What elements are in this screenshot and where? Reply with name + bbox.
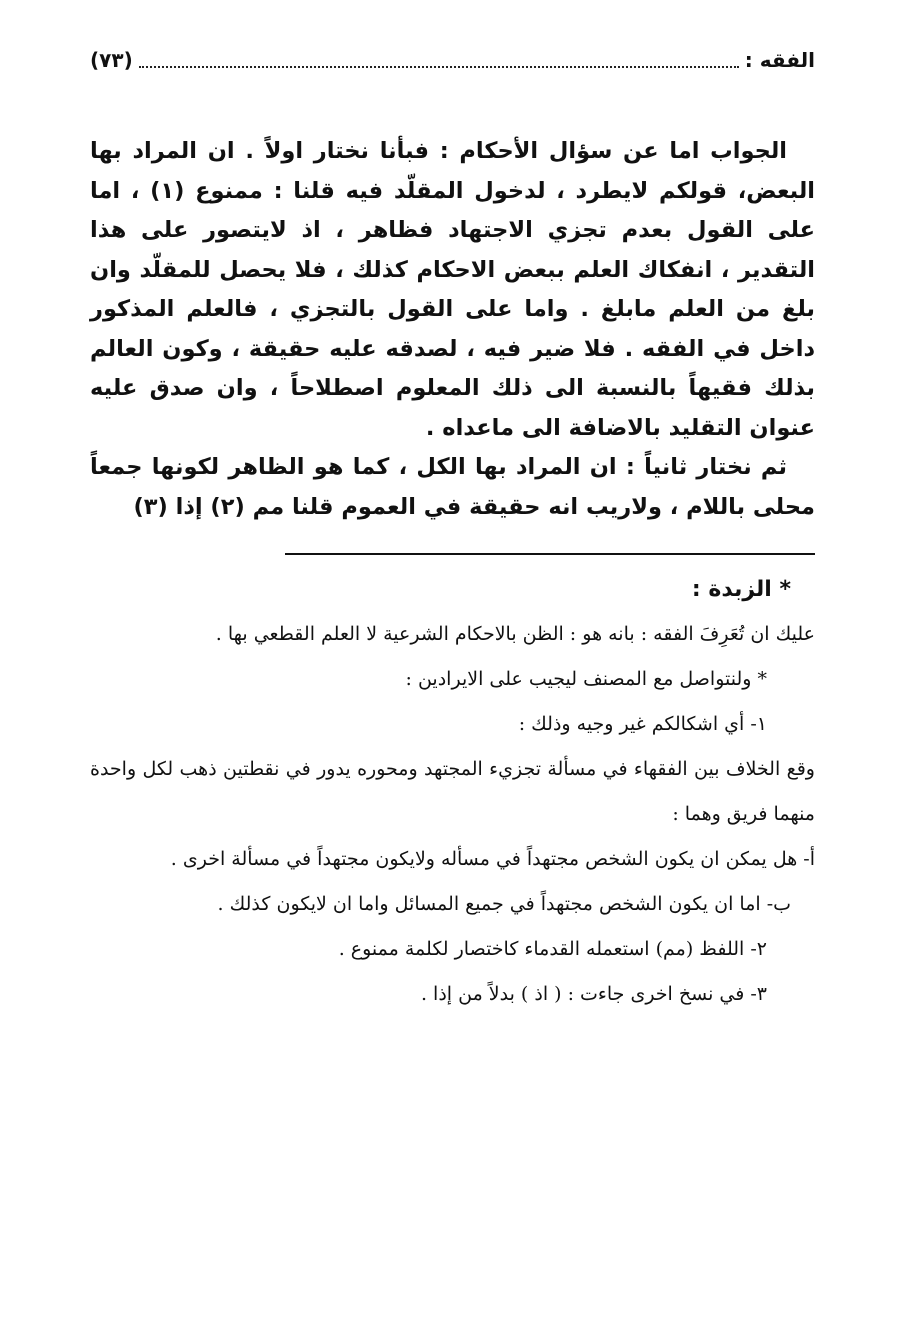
continue-line: * ولنتواصل مع المصنف ليجيب على الايرادين : xyxy=(405,668,767,690)
zubda-text: عليك ان تُعَرِفَ الفقه : بانه هو : الظن بالاحكام الشرعية لا العلم القطعي بها . xyxy=(215,623,815,645)
note1-point-a: أ- هل يمكن ان يكون الشخص مجتهداً في مسأله ولايكون مجتهداً في مسألة اخرى . xyxy=(170,848,815,870)
footnotes xyxy=(90,567,815,1017)
header-title: الفقه : xyxy=(744,48,815,72)
book-page xyxy=(90,40,815,1017)
footnote-divider xyxy=(285,553,815,555)
note1-heading: ١- أي اشكالكم غير وجيه وذلك : xyxy=(518,713,767,735)
page-number: (٧٣) xyxy=(90,48,133,72)
main-text xyxy=(90,132,815,527)
main-paragraph-2: ثم نختار ثانياً : ان المراد بها الكل ، كما هو الظاهر لكونها جمعاً محلى باللام ، ولاريب انه حقيقة في العموم قلنا مم (٢) إذا (٣) xyxy=(90,454,815,520)
zubda-heading: * الزبدة : xyxy=(691,577,791,602)
note1-point-b: ب- اما ان يكون الشخص مجتهداً في جميع المسائل واما ان لايكون كذلك . xyxy=(217,893,791,915)
note1-text: وقع الخلاف بين الفقهاء في مسألة تجزيء المجتهد ومحوره يدور في نقطتين ذهب لكل واحدة منهما فريق وهما : xyxy=(90,758,815,825)
note2: ٢- اللفظ (مم) استعمله القدماء كاختصار لكلمة ممنوع . xyxy=(338,938,767,960)
running-header xyxy=(90,40,815,80)
note3: ٣- في نسخ اخرى جاءت : ( اذ ) بدلاً من إذا . xyxy=(420,983,767,1005)
main-paragraph-1: الجواب اما عن سؤال الأحكام : فبأنا نختار اولاً . ان المراد بها البعض، قولكم لايطرد ، لدخول المقلّد فيه قلنا : ممنوع (١) ، اما على القول بعدم تجزي الاجتهاد فظاهر ، اذ لايتصور على هذا التقدير ، انفكاك العلم ببعض الاحكام كذلك ، فلا يحصل للمقلّد وان بلغ من العلم مابلغ . واما على القول بالتجزي ، فالعلم المذكور داخل في الفقه . فلا ضير فيه ، لصدقه عليه حقيقة ، وكون العالم بذلك فقيهاً بالنسبة الى ذلك المعلوم اصطلاحاً ، وان صدق عليه عنوان التقليد بالاضافة الى ماعداه . xyxy=(90,138,815,441)
header-dot-leader xyxy=(139,52,739,68)
